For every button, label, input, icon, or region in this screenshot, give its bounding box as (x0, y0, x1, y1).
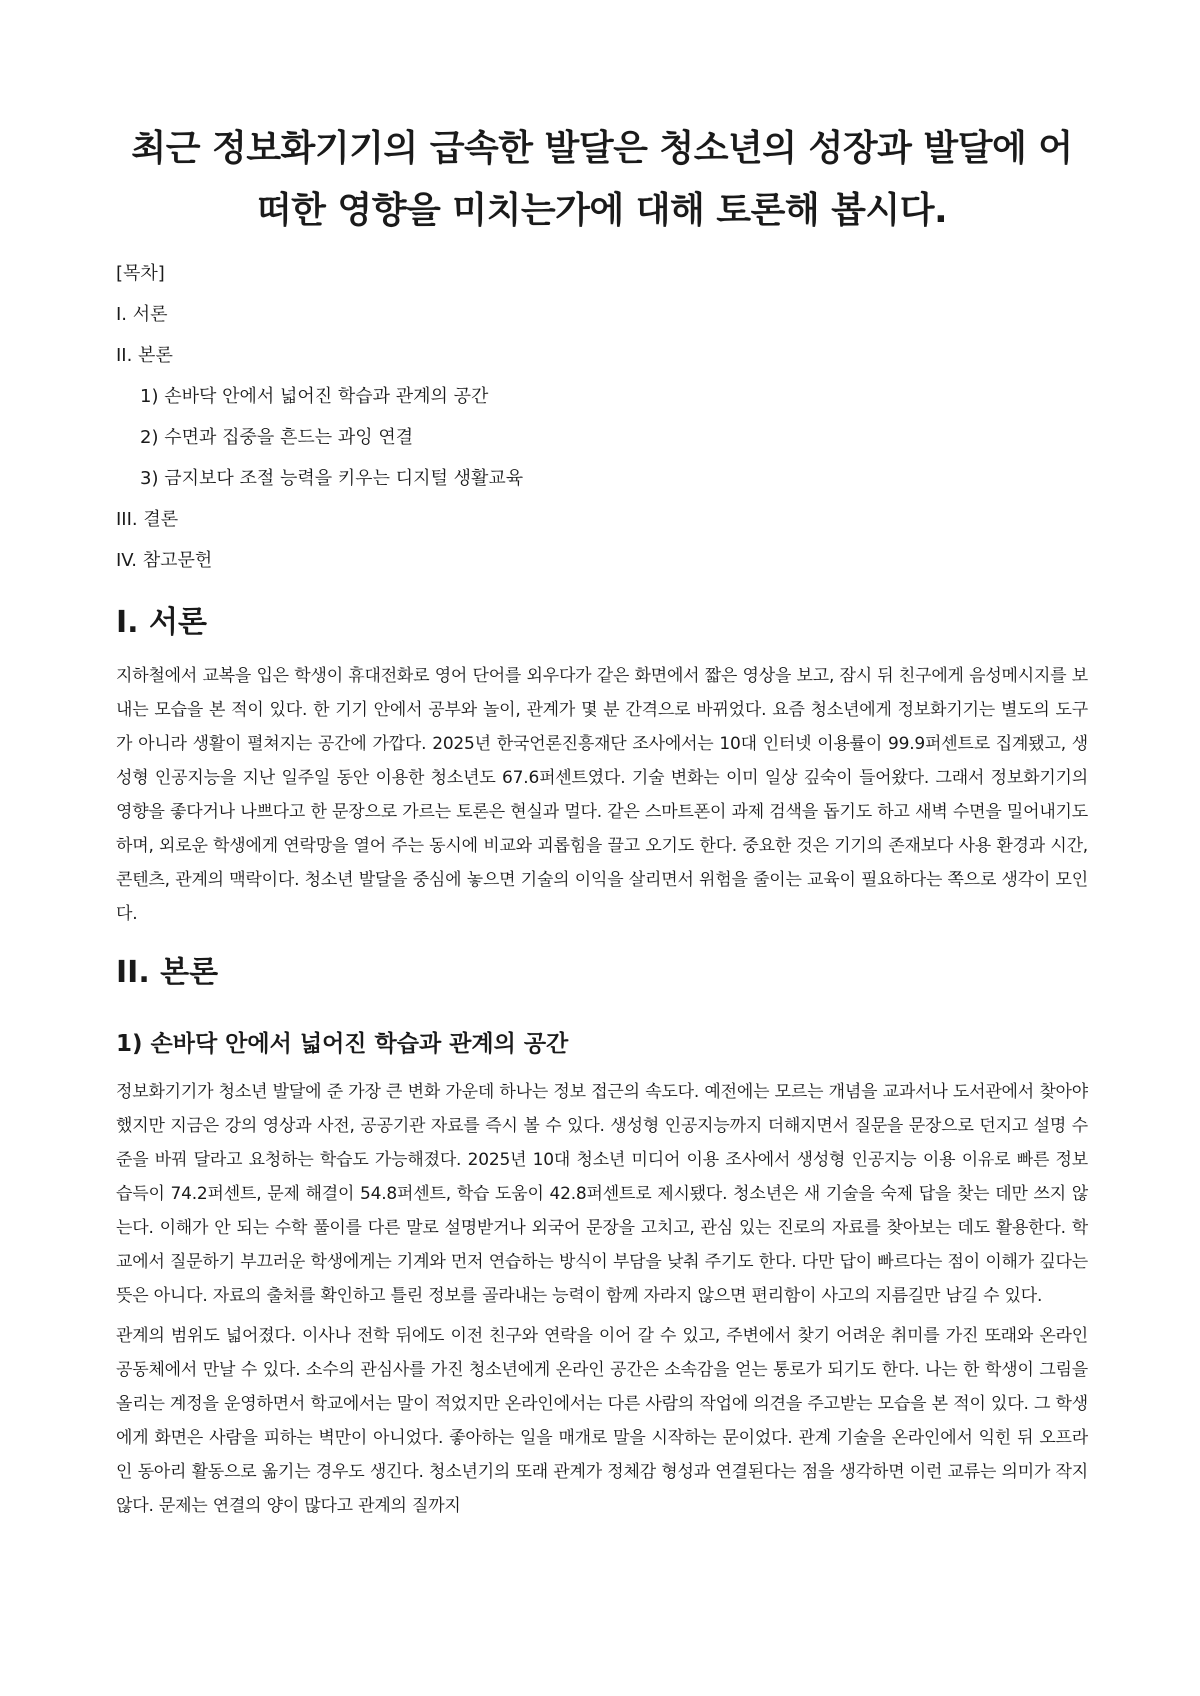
body-paragraph-2: 관계의 범위도 넓어졌다. 이사나 전학 뒤에도 이전 친구와 연락을 이어 갈 수 있고, 주변에서 찾기 어려운 취미를 가진 또래와 온라인 공동체에서 만날 수 있다. 소수의 관심사를 가진 청소년에게 온라인 공간은 소속감을 얻는 통로가 되기도 한다. 나는 한 학생이 그림을 올리는 계정을 운영하면서 학교에서는 말이 적었지만 온라인에서는 다른 사람의 작업에 의견을 주고받는 모습을 본 적이 있다. 그 학생에게 화면은 사람을 피하는 벽만이 아니었다. 좋아하는 일을 매개로 말을 시작하는 문이었다. 관계 기술을 온라인에서 익힌 뒤 오프라인 동아리 활동으로 옮기는 경우도 생긴다. 청소년기의 또래 관계가 정체감 형성과 연결된다는 점을 생각하면 이런 교류는 의미가 작지 않다. 문제는 연결의 양이 많다고 관계의 질까지 (116, 1326, 1088, 1516)
toc-item-body-2: 2) 수면과 집중을 흔드는 과잉 연결 (140, 427, 414, 448)
toc-item-references: IV. 참고문헌 (116, 550, 213, 571)
spacer (116, 1009, 1088, 1027)
toc-item-body-1: 1) 손바닥 안에서 넓어진 학습과 관계의 공간 (140, 386, 489, 407)
toc-item-body: II. 본론 (116, 345, 173, 366)
document-title: 최근 정보화기기의 급속한 발달은 청소년의 성장과 발달에 어떠한 영향을 미치는가에 대해 토론해 봅시다. (131, 128, 1073, 231)
toc-heading: [목차] (116, 263, 165, 284)
subsection-title-1: 1) 손바닥 안에서 넓어진 학습과 관계의 공간 (116, 1031, 569, 1057)
intro-paragraph: 지하철에서 교복을 입은 학생이 휴대전화로 영어 단어를 외우다가 같은 화면에서 짧은 영상을 보고, 잠시 뒤 친구에게 음성메시지를 보내는 모습을 본 적이 있다. 한 기기 안에서 공부와 놀이, 관계가 몇 분 간격으로 바뀌었다. 요즘 청소년에게 정보화기기는 별도의 도구가 아니라 생활이 펼쳐지는 공간에 가깝다. 2025년 한국언론진흥재단 조사에서는 10대 인터넷 이용률이 99.9퍼센트로 집계됐고, 생성형 인공지능을 지난 일주일 동안 이용한 청소년도 67.6퍼센트였다. 기술 변화는 이미 일상 깊숙이 들어왔다. 그래서 정보화기기의 영향을 좋다거나 나쁘다고 한 문장으로 가르는 토론은 현실과 멀다. 같은 스마트폰이 과제 검색을 돕기도 하고 새벽 수면을 밀어내기도 하며, 외로운 학생에게 연락망을 열어 주는 동시에 비교와 괴롭힘을 끌고 오기도 한다. 중요한 것은 기기의 존재보다 사용 환경과 시간, 콘텐츠, 관계의 맥락이다. 청소년 발달을 중심에 놓으면 기술의 이익을 살리면서 위험을 줄이는 교육이 필요하다는 쪽으로 생각이 모인다. (116, 666, 1088, 924)
section-title-body: II. 본론 (116, 955, 219, 990)
toc-item-body-3: 3) 금지보다 조절 능력을 키우는 디지털 생활교육 (140, 468, 524, 489)
body-paragraph-1: 정보화기기가 청소년 발달에 준 가장 큰 변화 가운데 하나는 정보 접근의 속도다. 예전에는 모르는 개념을 교과서나 도서관에서 찾아야 했지만 지금은 강의 영상과 사전, 공공기관 자료를 즉시 볼 수 있다. 생성형 인공지능까지 더해지면서 질문을 문장으로 던지고 설명 수준을 바꿔 달라고 요청하는 학습도 가능해졌다. 2025년 10대 청소년 미디어 이용 조사에서 생성형 인공지능 이용 이유로 빠른 정보 습득이 74.2퍼센트, 문제 해결이 54.8퍼센트, 학습 도움이 42.8퍼센트로 제시됐다. 청소년은 새 기술을 숙제 답을 찾는 데만 쓰지 않는다. 이해가 안 되는 수학 풀이를 다른 말로 설명받거나 외국어 문장을 고치고, 관심 있는 진로의 자료를 찾아보는 데도 활용한다. 학교에서 질문하기 부끄러운 학생에게는 기계와 먼저 연습하는 방식이 부담을 낮춰 주기도 한다. 다만 답이 빠르다는 점이 이해가 깊다는 뜻은 아니다. 자료의 출처를 확인하고 틀린 정보를 골라내는 능력이 함께 자라지 않으면 편리함이 사고의 지름길만 남길 수 있다. (116, 1082, 1088, 1306)
spacer (116, 937, 1088, 953)
toc-item-intro: I. 서론 (116, 304, 168, 325)
toc-item-conclusion: III. 결론 (116, 509, 179, 530)
section-title-intro: I. 서론 (116, 605, 207, 640)
table-of-contents (116, 262, 1088, 573)
